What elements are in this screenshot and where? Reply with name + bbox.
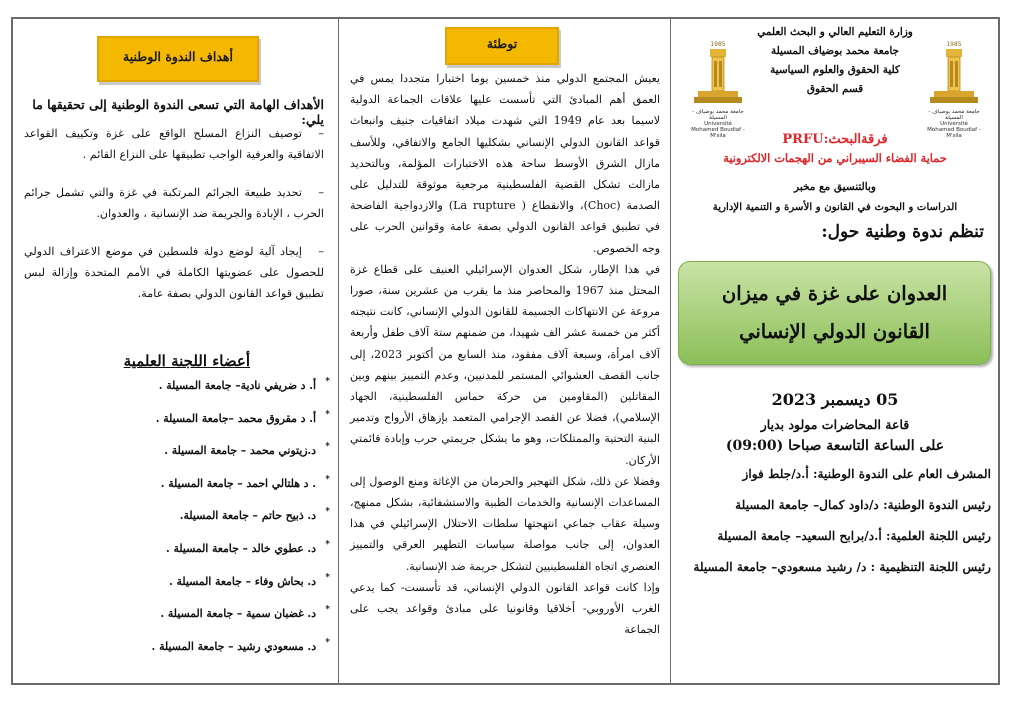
cover-column [672,19,998,683]
logo-year: 1985 [946,41,962,48]
university-logo [690,39,746,139]
seminar-title: العدوان على غزة في ميزان القانون الدولي الإنساني [721,282,948,343]
event-time: على الساعة التاسعة صباحا (09:00) [725,438,945,454]
intro-paragraph: وفضلا عن ذلك، شكل التهجير والحرمان من الإغاثة ومنع الوصول إلى المساعدات الإنسانية والخدمات الطبية والاستشفائية، بشكل ممنهج، وسيلة عقاب جماعي انتهجتها سلطات الاحتلال الإسرائيلي في هذا العدوان، إلى جانب مواصلة سياسات التطهير العرقي والتمييز العنصري اتجاه الفلسطينيين لتشكل جريمة ضد الإنسانية. [350,474,660,573]
goal-text: إيجاد آلية لوضع دولة فلسطين في موضع الاعتراف الدولي للحصول على عضويتها الكاملة في الأمم المتحدة وإزالة لبس تطبيق قواعد القانون الدولي بصفة عامة. [24,245,324,300]
goal-dash: – [318,245,324,258]
university-logo-icon [926,39,982,105]
list-item [26,542,326,575]
coordination-label: وبالتنسيق مع مخبر [794,181,876,193]
research-team-label: فرقةالبحث:PRFU [782,132,888,147]
member-name: د. بحاش وفاء – جامعة المسيلة . [169,574,316,588]
university-name: جامعة محمد بوضياف المسيلة [771,45,899,57]
list-item [26,509,326,542]
member-name: أ. د ضريفي نادية– جامعة المسيلة . [158,379,316,392]
research-project-title: حماية الفضاء السيبراني من الهجمات الالكترونية [723,151,947,165]
list-item [26,575,326,608]
member-name: . د هلتالي احمد – جامعة المسيلة . [160,476,316,490]
organizing-committee-chair: رئيس اللجنة التنظيمية : د/ رشيد مسعودي– جامعة المسيلة [693,560,991,574]
university-logo [926,39,982,139]
goal-dash: – [318,186,324,199]
logo-caption-fr: Université Mohamed Boudiaf - M'sila [691,121,745,139]
member-name: د.زيتوني محمد – جامعة المسيلة . [164,444,316,458]
event-date: 05 ديسمبر 2023 [771,390,899,409]
intro-paragraph: وإذا كانت قواعد القانون الدولي الإنساني، قد تأسست- كما يدعي الغرب الأوروبي- أخلاقيا وقانونيا على مبادئ وقواعد يجب على الجماعة [350,580,660,637]
member-name: أ. د مقروق محمد –جامعة المسيلة . [155,411,316,425]
logo-year: 1985 [710,41,726,48]
faculty-name: كلية الحقوق والعلوم السياسية [770,64,900,76]
goals-tab [97,36,259,82]
goal-dash: – [318,127,324,140]
scientific-committee-chair: رئيس اللجنة العلمية: أ.د/برابح السعيد– جامعة المسيلة [717,529,991,543]
introduction-text [350,68,660,640]
list-item [26,444,326,477]
seminar-chair: رئيس الندوة الوطنية: د/داود كمال– جامعة المسيلة [735,498,991,512]
institution-header [742,23,928,99]
member-name: د. ذبيح حاتم – جامعة المسيلة. [179,509,316,523]
goals-column [13,19,339,683]
intro-paragraph: يعيش المجتمع الدولي منذ خمسين يوما اختبارا متجددا يمس في العمق أهم المبادئ التي تأسست عليها علاقات الجماعة الدولية لاسيما بعد عام 1949 التي شهدت ميلاد اتفاقيات جنيف وانبعاث قواعد القانون الدولي الإنساني بشكليها الجامع والاتفاقي، وللأسف مازال الشرق الأوسط ساحة هذه الاختبارات المؤلمة، وبالتحديد مازالت تشكل القضية الفلسطينية مرجعية موثوقة للتدليل على الصدمة (Choc)، والانقطاع ( La rupture) والازدواجية الفاضحة في تطبيق قواعد القانون الدولي بصفة عامة وقوانين الحرب على وجه الخصوص. [350,72,660,255]
goal-item [24,241,324,304]
organizes-heading: تنظم ندوة وطنية حول: [821,222,984,242]
department-name: قسم الحقوق [806,83,864,95]
goal-text: تحديد طبيعة الجرائم المرتكبة في غزة والتي تشمل جرائم الحرب ، الإبادة والجريمة ضد الإنسانية ، والعدوان. [24,186,324,220]
goals-intro: الأهداف الهامة التي تسعى الندوة الوطنية إلى تحقيقها ما يلي: [32,97,324,127]
introduction-column [340,19,671,683]
committee-members-list [26,379,326,672]
seminar-title-banner [678,261,991,365]
ministry-name: وزارة التعليم العالي و البحث العلمي [757,26,913,38]
logo-caption-fr: Université Mohamed Boudiaf - M'sila [927,121,981,139]
introduction-tab-label: توطئة [486,36,518,51]
member-name: د. عطوي خالد – جامعة المسيلة . [165,541,316,555]
goal-item [24,123,324,165]
list-item [26,379,326,412]
goals-tab-label: أهداف الندوة الوطنية [123,49,233,64]
list-item [26,640,326,673]
goal-text: توصيف النزاع المسلح الواقع على غزة وتكييف القواعد الاتفاقية والعرفية الواجب تطبيقها على النزاع القائم . [24,127,324,161]
laboratory-name: الدراسات و البحوث في القانون و الأسرة و التنمية الإدارية [712,201,958,213]
introduction-tab [445,27,559,65]
logo-caption-ar: جامعة محمد بوضياف - المسيلة [928,109,980,121]
event-venue: قاعة المحاضرات مولود بديار [760,417,910,432]
list-item [26,412,326,445]
goal-item [24,182,324,224]
list-item [26,477,326,510]
university-logo-icon [690,39,746,105]
member-name: د. مسعودي رشيد – جامعة المسيلة . [151,639,316,653]
intro-paragraph: في هذا الإطار، شكل العدوان الإسرائيلي العنيف على قطاع غزة المحتل منذ 1967 والمحاصر منذ ما يقرب من عشرين سنة، صورا مروعة عن الانتهاكات الجسيمة للقانون الدولي الإنساني، كانت نتيجته أكثر من خمسة عشر الف شهيدا، من ضمنهم ستة آلاف طفل وأربعة آلاف امرأة، وسبعة آلاف مفقود، منذ السابع من أكتوبر 2023، إلى جانب القصف العشوائي المستمر للمدنيين، وعدم التمييز بينهم وبين المقاتلين (المقاومين من حركة حماس الفلسطينية، الجهاد الإسلامي)، فضلا عن القصد الإجرامي المتعمد بإزهاق الأرواح وتدمير البنية التحتية والممتلكات، وهو ما يشكل جريمتي حرب وإبادة قائمتي الأركان. [350,262,661,467]
general-supervisor: المشرف العام على الندوة الوطنية: أ.د/جلط فواز [742,467,991,481]
committee-title: أعضاء اللجنة العلمية [123,352,250,370]
logo-caption-ar: جامعة محمد بوضياف - المسيلة [692,109,744,121]
member-name: د. غضبان سمية – جامعة المسيلة . [160,607,316,621]
list-item [26,607,326,640]
